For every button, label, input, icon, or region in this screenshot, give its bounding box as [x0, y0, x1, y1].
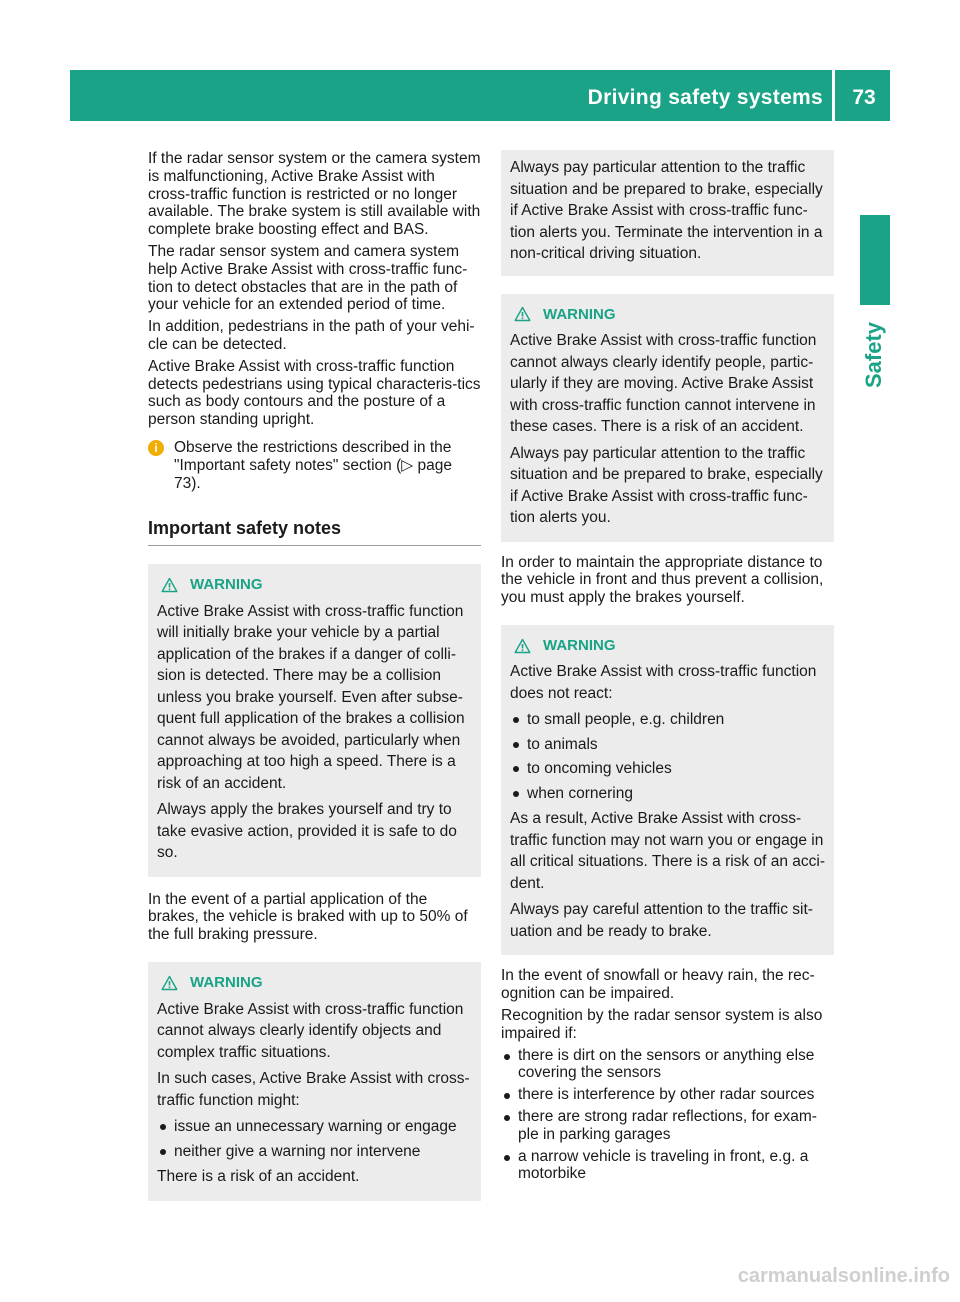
warning-text: Always pay particular attention to the traffic situation and be prepared to brake, especially if Active Brake Assist with cross-traffic func-tion alerts you.: [510, 444, 823, 526]
warning-text: Always pay careful attention to the traffic sit-uation and be ready to brake.: [510, 901, 813, 940]
warning-text: As a result, Active Brake Assist with cross-traffic function may not warn you or engage in all critical situations. There is a risk of an acci-dent.: [510, 810, 825, 892]
paragraph: In the event of snowfall or heavy rain, the rec-ognition can be impaired.: [501, 967, 815, 1003]
warning-header: [510, 635, 826, 657]
paragraph: In order to maintain the appropriate distance to the vehicle in front and thus prevent a collision, you must apply the brakes yourself.: [501, 553, 824, 607]
info-icon: i: [148, 440, 164, 456]
list-item: to animals: [510, 734, 826, 756]
list-item: there is dirt on the sensors or anything else covering the sensors: [501, 1047, 834, 1083]
watermark: carmanualsonline.info: [737, 1265, 950, 1287]
bullet-list: [510, 709, 826, 804]
side-tab-marker: [860, 215, 890, 305]
side-tab-label: Safety: [861, 321, 886, 389]
warning-text: Active Brake Assist with cross-traffic function cannot always clearly identify objects and complex traffic situations.: [157, 1000, 464, 1061]
list-item: to small people, e.g. children: [510, 709, 826, 731]
list-item: to oncoming vehicles: [510, 758, 826, 780]
paragraph: In the event of a partial application of the brakes, the vehicle is braked with up to 50% of the full braking pressure.: [148, 890, 468, 944]
list-item: issue an unnecessary warning or engage: [157, 1116, 473, 1138]
warning-text: Active Brake Assist with cross-traffic function will initially brake your vehicle by a partial application of the brakes if a danger of colli-sion is detected. There may be a collision unless you brake yourself. Even after subse-quent full application of the brakes a collision cannot always be avoided, particularly when approaching at too high a speed. There is a risk of an accident.: [157, 602, 465, 792]
paragraph: If the radar sensor system or the camera system is malfunctioning, Active Brake Assist with cross-traffic function is restricted or no longer available. The brake system is still available with complete brake boosting effect and BAS.: [148, 150, 481, 239]
side-tab: [849, 320, 899, 390]
list-item: neither give a warning nor intervene: [157, 1141, 473, 1163]
warning-text: Active Brake Assist with cross-traffic function cannot always clearly identify people, partic-ularly if they are moving. Active Brake Assist with cross-traffic function cannot intervene in these cases. There is a risk of an accident.: [510, 332, 817, 435]
warning-box: [501, 294, 834, 542]
paragraph: Recognition by the radar sensor system is also impaired if:: [501, 1006, 823, 1042]
warning-box: [501, 625, 834, 956]
list-item: there are strong radar reflections, for exam-ple in parking garages: [501, 1108, 834, 1144]
list-item: when cornering: [510, 783, 826, 805]
warning-text: Active Brake Assist with cross-traffic function does not react:: [510, 663, 817, 702]
page-title: Driving safety systems: [587, 86, 823, 109]
paragraph: The radar sensor system and camera system help Active Brake Assist with cross-traffic func-tion to detect obstacles that are in the path of your vehicle for an extended period of time.: [148, 242, 468, 314]
warning-text: Always pay particular attention to the traffic situation and be prepared to brake, especially if Active Brake Assist with cross-traffic func-tion alerts you. Terminate the intervention in a non-critical driving situation.: [510, 159, 823, 262]
page-number: 73: [852, 86, 876, 109]
bullet-list: [157, 1116, 473, 1162]
warning-triangle-icon: [161, 975, 178, 991]
warning-title: WARNING: [190, 576, 263, 594]
section-heading: Important safety notes: [148, 520, 481, 546]
left-column: [148, 150, 481, 1201]
paragraph: In addition, pedestrians in the path of your vehi-cle can be detected.: [148, 318, 475, 353]
paragraph: Active Brake Assist with cross-traffic function detects pedestrians using typical characteris-tics such as body contours and the posture of a person standing upright.: [148, 357, 481, 429]
warning-text: Always apply the brakes yourself and try to take evasive action, provided it is safe to do so.: [157, 801, 457, 862]
warning-header: [157, 574, 473, 596]
warning-title: WARNING: [190, 974, 263, 992]
warning-box: [148, 962, 481, 1201]
warning-title: WARNING: [543, 305, 616, 323]
list-item: there is interference by other radar sources: [501, 1086, 834, 1104]
warning-text: In such cases, Active Brake Assist with cross-traffic function might:: [157, 1070, 470, 1109]
warning-triangle-icon: [514, 306, 531, 322]
warning-title: WARNING: [543, 636, 616, 654]
info-note-text[interactable]: Observe the restrictions described in the "Important safety notes" section (▷ page 73).: [174, 438, 452, 492]
warning-triangle-icon: [161, 577, 178, 593]
bullet-list: [501, 1047, 834, 1184]
warning-header: [510, 304, 826, 326]
header-divider: [832, 70, 835, 121]
warning-continuation-box: [501, 150, 834, 276]
right-column: [501, 150, 834, 1187]
warning-header: [157, 972, 473, 994]
warning-triangle-icon: [514, 638, 531, 654]
list-item: a narrow vehicle is traveling in front, e.g. a motorbike: [501, 1148, 834, 1184]
info-note: [148, 439, 481, 492]
warning-text: There is a risk of an accident.: [157, 1168, 360, 1186]
warning-box: [148, 564, 481, 877]
